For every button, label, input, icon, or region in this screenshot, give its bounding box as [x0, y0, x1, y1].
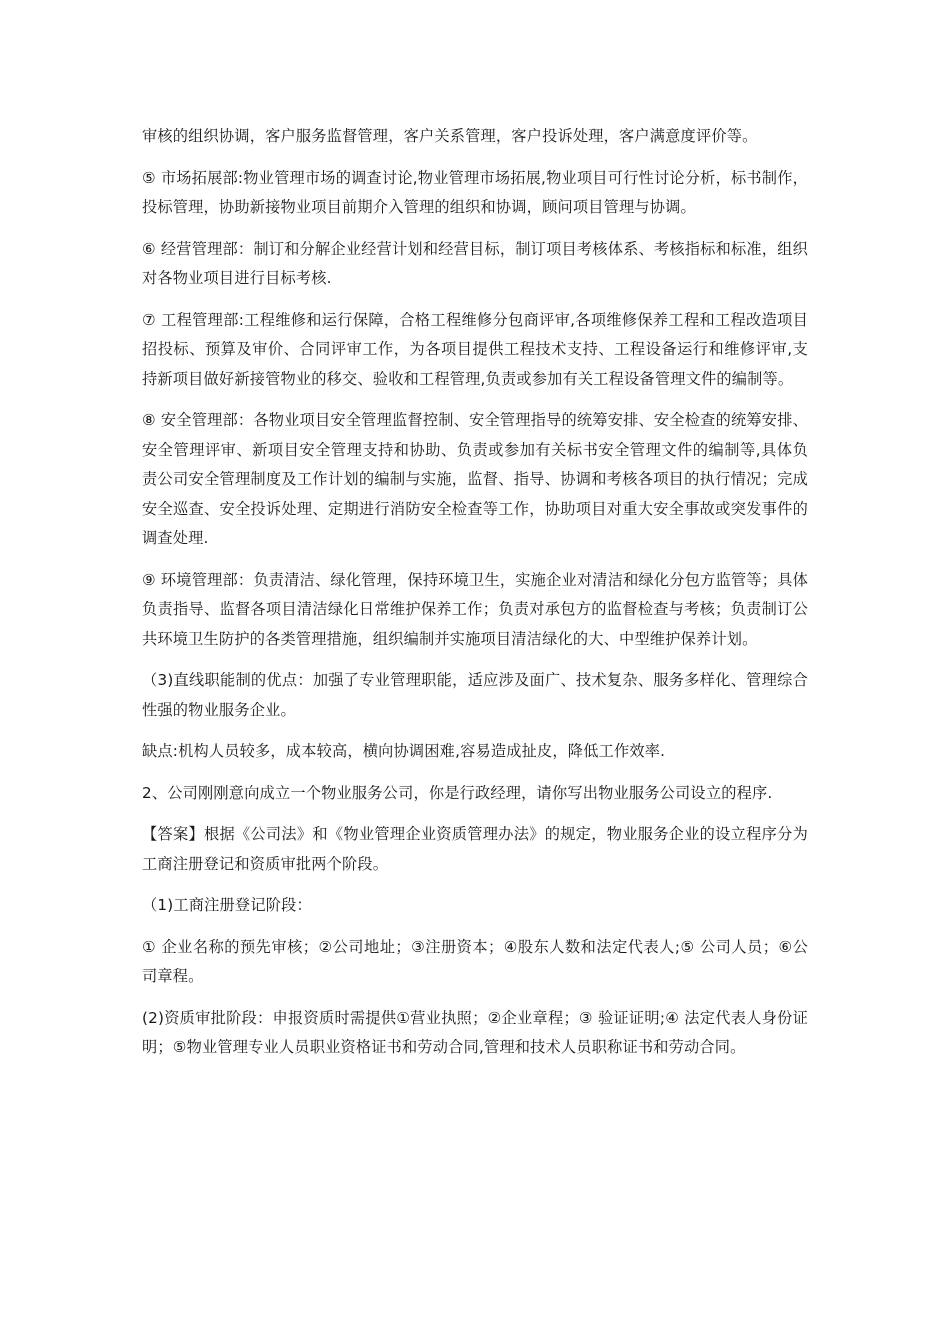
paragraph-line-function-advantages: （3)直线职能制的优点：加强了专业管理职能，适应涉及面广、技术复杂、服务多样化、管理综合性强的物业服务企业。: [142, 671, 808, 719]
paragraph-engineering-management: ⑦ 工程管理部:工程维修和运行保障，合格工程维修分包商评审,各项维修保养工程和工程改造项目招投标、预算及审价、合同评审工作，为各项目提供工程技术支持、工程设备运行和维修评审,支持新项目做好新接管物业的移交、验收和工程管理,负责或参加有关工程设备管理文件的编制等。: [142, 310, 808, 388]
paragraph-customer-service-cont: 审核的组织协调，客户服务监督管理，客户关系管理，客户投诉处理，客户满意度评价等。: [142, 127, 758, 145]
paragraph-qualification-stage: (2)资质审批阶段：申报资质时需提供①营业执照；②企业章程；③ 验证证明;④ 法定代表人身份证明；⑤物业管理专业人员职业资格证书和劳动合同,管理和技术人员职称证书和劳动合同。: [142, 1008, 808, 1056]
paragraph-registration-items: ① 企业名称的预先审核；②公司地址；③注册资本；④股东人数和法定代表人;⑤ 公司人员；⑥公司章程。: [142, 937, 808, 985]
paragraph-market-expansion: ⑤ 市场拓展部:物业管理市场的调查讨论,物业管理市场拓展,物业项目可行性讨论分析，标书制作，投标管理，协助新接物业项目前期介入管理的组织和协调，顾问项目管理与协调。: [142, 168, 808, 216]
paragraph-operations-management: ⑥ 经营管理部：制订和分解企业经营计划和经营目标，制订项目考核体系、考核指标和标准，组织对各物业项目进行目标考核.: [142, 239, 808, 287]
document-body: [142, 122, 808, 1075]
paragraph-safety-management: ⑧ 安全管理部：各物业项目安全管理监督控制、安全管理指导的统筹安排、安全检查的统筹安排、安全管理评审、新项目安全管理支持和协助、负责或参加有关标书安全管理文件的编制等,具体负责公司安全管理制度及工作计划的编制与实施，监督、指导、协调和考核各项目的执行情况；完成安全巡查、安全投诉处理、定期进行消防安全检查等工作，协助项目对重大安全事故或突发事件的调查处理.: [142, 411, 808, 547]
paragraph-question-2: 2、公司刚刚意向成立一个物业服务公司，你是行政经理，请你写出物业服务公司设立的程序.: [142, 783, 773, 802]
paragraph-disadvantages: 缺点:机构人员较多，成本较高，横向协调困难,容易造成扯皮，降低工作效率.: [142, 742, 666, 760]
paragraph-answer: 【答案】根据《公司法》和《物业管理企业资质管理办法》的规定，物业服务企业的设立程序分为工商注册登记和资质审批两个阶段。: [142, 825, 808, 873]
paragraph-environment-management: ⑨ 环境管理部：负责清洁、绿化管理，保持环境卫生，实施企业对清洁和绿化分包方监管等；具体负责指导、监督各项目清洁绿化日常维护保养工作；负责对承包方的监督检查与考核；负责制订公共环境卫生防护的各类管理措施，组织编制并实施项目清洁绿化的大、中型维护保养计划。: [142, 570, 808, 648]
paragraph-registration-stage: （1)工商注册登记阶段：: [142, 896, 312, 914]
